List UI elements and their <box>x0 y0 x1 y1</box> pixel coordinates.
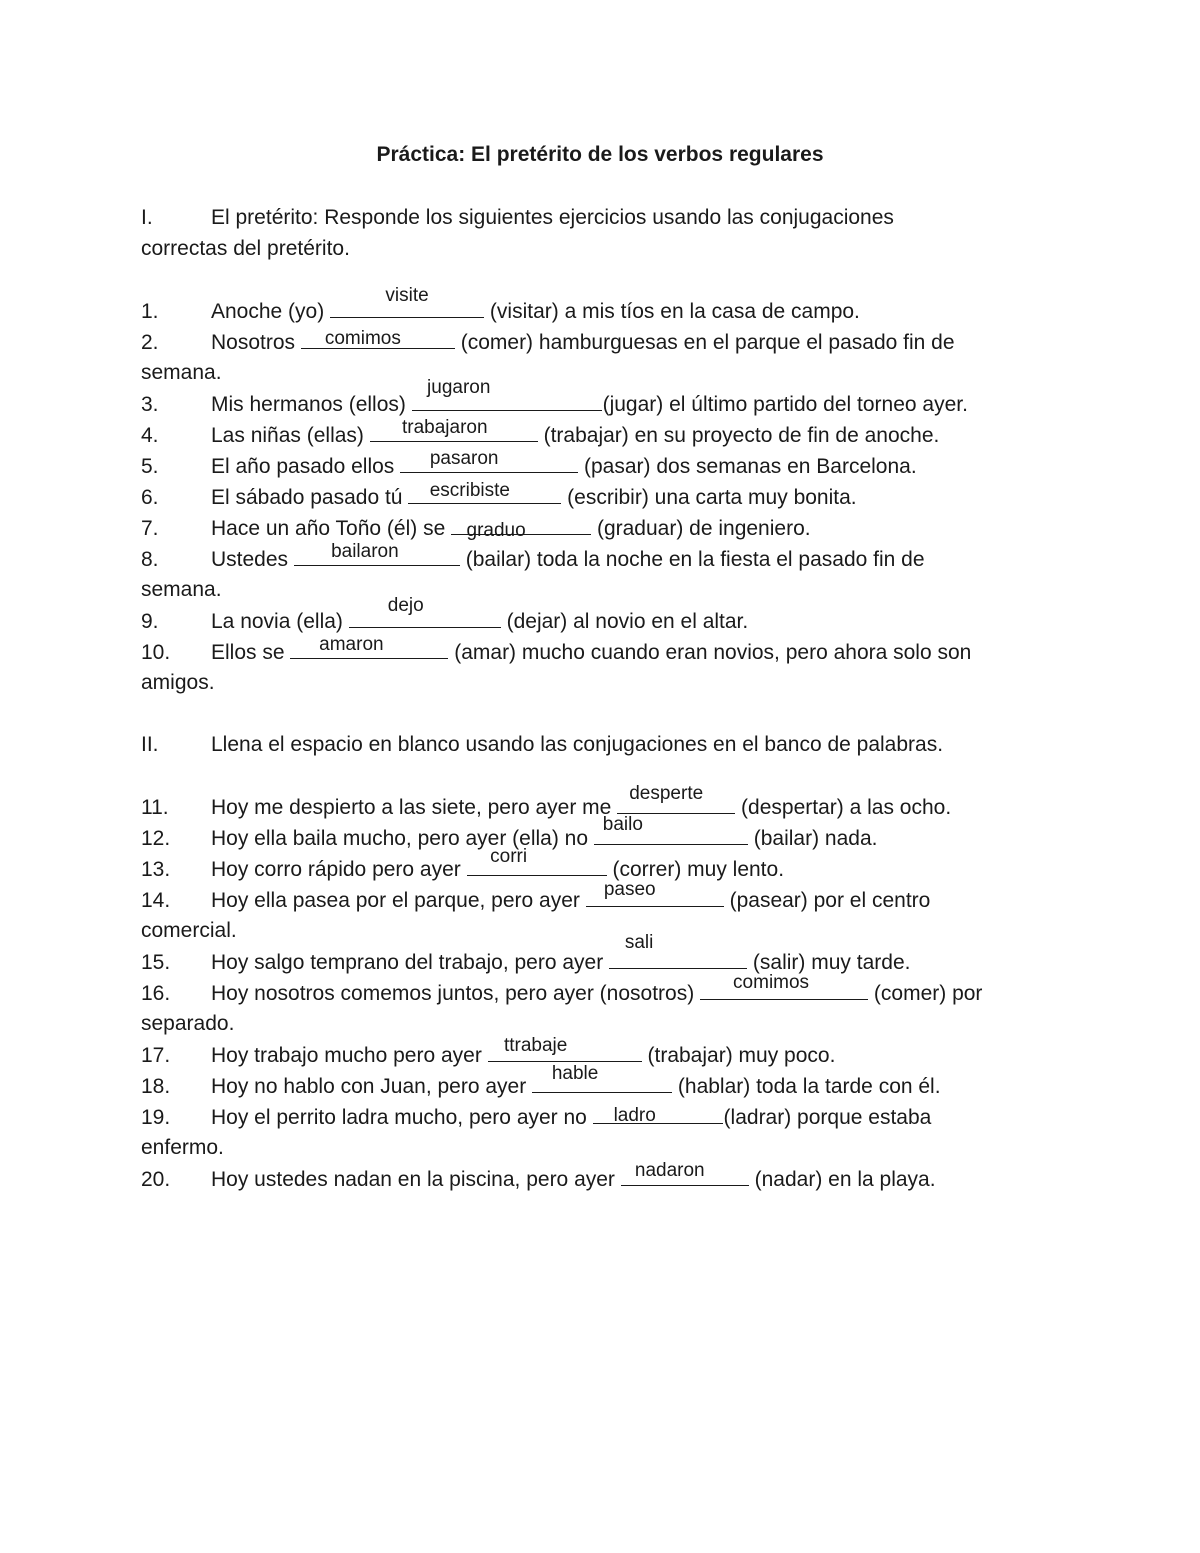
handwritten-answer: graduo <box>466 520 526 541</box>
handwritten-answer: paseo <box>603 879 656 900</box>
item-number: 1. <box>141 300 159 323</box>
exercise-item-2-continued: semana. <box>141 361 222 384</box>
item-verb-hint: (salir) muy tarde. <box>752 951 911 974</box>
exercise-item-5 <box>141 448 1081 481</box>
section-1-heading <box>141 204 1081 232</box>
answer-blank[interactable] <box>700 972 868 1000</box>
answer-blank[interactable] <box>294 541 460 566</box>
item-verb-hint: (correr) muy lento. <box>612 858 785 881</box>
exercise-item-8-continued: semana. <box>141 578 222 601</box>
answer-blank[interactable] <box>594 814 748 845</box>
item-number: 16. <box>141 982 171 1005</box>
handwritten-answer: bailaron <box>331 541 399 562</box>
item-verb-hint: (bailar) nada. <box>753 827 878 850</box>
item-verb-hint: (bailar) toda la noche en la fiesta el pasado fin de <box>465 548 925 571</box>
exercise-item-15 <box>141 932 1081 977</box>
exercise-item-18 <box>141 1063 1081 1101</box>
exercise-item-10 <box>141 634 1081 667</box>
handwritten-answer: visite <box>385 285 429 306</box>
item-prompt: Las niñas (ellas) <box>211 424 364 447</box>
exercise-item-3 <box>141 377 1081 419</box>
item-prompt: Hoy ella baila mucho, pero ayer (ella) no <box>211 827 589 850</box>
item-number: 20. <box>141 1168 171 1191</box>
page-title: Práctica: El pretérito de los verbos regulares <box>376 143 824 166</box>
handwritten-answer: dejo <box>387 595 424 616</box>
item-verb-hint: (nadar) en la playa. <box>754 1168 936 1191</box>
item-number: 12. <box>141 827 171 850</box>
item-prompt: Hoy ustedes nadan en la piscina, pero ayer <box>211 1168 615 1191</box>
item-verb-hint: (trabajar) en su proyecto de fin de anoche. <box>543 424 940 447</box>
item-prompt: Hoy corro rápido pero ayer <box>211 858 461 881</box>
handwritten-answer: bailo <box>602 814 643 835</box>
item-prompt: Ellos se <box>211 641 285 664</box>
item-number: 11. <box>141 796 169 819</box>
item-number: 7. <box>141 517 159 540</box>
section-1-numeral: I. <box>141 206 153 229</box>
item-prompt: Hoy nosotros comemos juntos, pero ayer (nosotros) <box>211 982 695 1005</box>
exercise-item-1 <box>141 285 1081 326</box>
exercise-item-14 <box>141 879 1081 915</box>
item-prompt: La novia (ella) <box>211 610 343 633</box>
answer-blank[interactable] <box>412 377 602 411</box>
item-prompt: Hoy me despierto a las siete, pero ayer me <box>211 796 612 819</box>
exercise-item-20 <box>141 1160 1081 1194</box>
item-number: 15. <box>141 951 171 974</box>
exercise-item-12 <box>141 814 1081 853</box>
section-2-instructions: Llena el espacio en blanco usando las conjugaciones en el banco de palabras. <box>211 733 944 756</box>
item-number: 13. <box>141 858 171 881</box>
handwritten-answer: corri <box>490 846 528 867</box>
exercise-item-6 <box>141 480 1081 512</box>
handwritten-answer: ttrabaje <box>503 1035 568 1056</box>
answer-blank[interactable] <box>408 480 561 504</box>
answer-blank[interactable] <box>301 328 455 349</box>
item-number: 19. <box>141 1106 171 1129</box>
handwritten-answer: amaron <box>319 634 384 655</box>
handwritten-answer: comimos <box>324 328 401 349</box>
exercise-item-14-continued: comercial. <box>141 919 237 942</box>
item-verb-hint: (trabajar) muy poco. <box>647 1044 836 1067</box>
exercise-item-16-continued: separado. <box>141 1012 235 1035</box>
section-2-heading <box>141 731 1081 759</box>
answer-blank[interactable] <box>400 448 578 473</box>
answer-blank[interactable] <box>290 634 448 659</box>
item-verb-hint: (amar) mucho cuando eran novios, pero ahora solo son <box>454 641 972 664</box>
item-prompt: Nosotros <box>211 331 296 354</box>
handwritten-answer: hable <box>551 1063 599 1084</box>
answer-blank[interactable] <box>467 846 607 876</box>
item-number: 10. <box>141 641 171 664</box>
item-verb-hint: (comer) hamburguesas en el parque el pasado fin de <box>460 331 955 354</box>
item-verb-hint: (visitar) a mis tíos en la casa de campo. <box>489 300 860 323</box>
handwritten-answer: pasaron <box>429 448 499 469</box>
handwritten-answer: comimos <box>733 972 810 993</box>
item-verb-hint: (escribir) una carta muy bonita. <box>567 486 857 509</box>
handwritten-answer: jugaron <box>427 377 491 398</box>
answer-blank[interactable] <box>330 285 484 318</box>
item-prompt: Mis hermanos (ellos) <box>211 393 406 416</box>
answer-blank[interactable] <box>593 1103 723 1124</box>
item-prompt: El año pasado ellos <box>211 455 395 478</box>
item-prompt: Hoy trabajo mucho pero ayer <box>211 1044 482 1067</box>
handwritten-answer: sali <box>624 932 654 953</box>
answer-blank[interactable] <box>621 1160 749 1186</box>
answer-blank[interactable] <box>532 1063 672 1093</box>
item-number: 17. <box>141 1044 171 1067</box>
item-verb-hint: (pasear) por el centro <box>729 889 931 912</box>
item-verb-hint: (comer) por <box>873 982 983 1005</box>
item-verb-hint: (hablar) toda la tarde con él. <box>677 1075 941 1098</box>
item-number: 3. <box>141 393 159 416</box>
handwritten-answer: nadaron <box>634 1160 705 1181</box>
answer-blank[interactable] <box>609 932 747 969</box>
answer-blank[interactable] <box>586 879 724 907</box>
item-number: 2. <box>141 331 159 354</box>
exercise-item-19 <box>141 1103 1081 1132</box>
item-number: 5. <box>141 455 159 478</box>
item-verb-hint: (pasar) dos semanas en Barcelona. <box>584 455 917 478</box>
exercise-item-8 <box>141 541 1081 574</box>
section-1-instructions: El pretérito: Responde los siguientes ejercicios usando las conjugaciones <box>211 206 894 229</box>
item-verb-hint: (dejar) al novio en el altar. <box>506 610 749 633</box>
item-number: 18. <box>141 1075 171 1098</box>
exercise-item-16 <box>141 972 1081 1008</box>
exercise-item-4 <box>141 417 1081 450</box>
answer-blank[interactable] <box>370 417 538 442</box>
item-prompt: Ustedes <box>211 548 289 571</box>
item-prompt: Anoche (yo) <box>211 300 325 323</box>
item-verb-hint: (jugar) el último partido del torneo ayer. <box>602 393 968 416</box>
item-verb-hint: (graduar) de ingeniero. <box>596 517 811 540</box>
section-1-heading-continued: correctas del pretérito. <box>141 237 350 260</box>
exercise-item-2 <box>141 328 1081 357</box>
handwritten-answer: desperte <box>629 783 704 804</box>
item-prompt: Hoy el perrito ladra mucho, pero ayer no <box>211 1106 587 1129</box>
exercise-item-10-continued: amigos. <box>141 671 215 694</box>
section-2-numeral: II. <box>141 733 159 756</box>
item-prompt: Hoy ella pasea por el parque, pero ayer <box>211 889 580 912</box>
item-number: 4. <box>141 424 159 447</box>
item-number: 9. <box>141 610 159 633</box>
item-prompt: El sábado pasado tú <box>211 486 403 509</box>
item-number: 8. <box>141 548 159 571</box>
item-prompt: Hace un año Toño (él) se <box>211 517 446 540</box>
item-prompt: Hoy salgo temprano del trabajo, pero ayer <box>211 951 604 974</box>
item-prompt: Hoy no hablo con Juan, pero ayer <box>211 1075 527 1098</box>
handwritten-answer: escribiste <box>429 480 510 501</box>
handwritten-answer: ladro <box>613 1105 656 1126</box>
answer-blank[interactable] <box>451 514 591 541</box>
item-number: 14. <box>141 889 171 912</box>
item-verb-hint: (ladrar) porque estaba <box>723 1106 932 1129</box>
exercise-item-19-continued: enfermo. <box>141 1136 224 1159</box>
handwritten-answer: trabajaron <box>401 417 488 438</box>
answer-blank[interactable] <box>349 595 501 628</box>
answer-blank[interactable] <box>488 1035 642 1062</box>
item-number: 6. <box>141 486 159 509</box>
item-verb-hint: (despertar) a las ocho. <box>741 796 952 819</box>
